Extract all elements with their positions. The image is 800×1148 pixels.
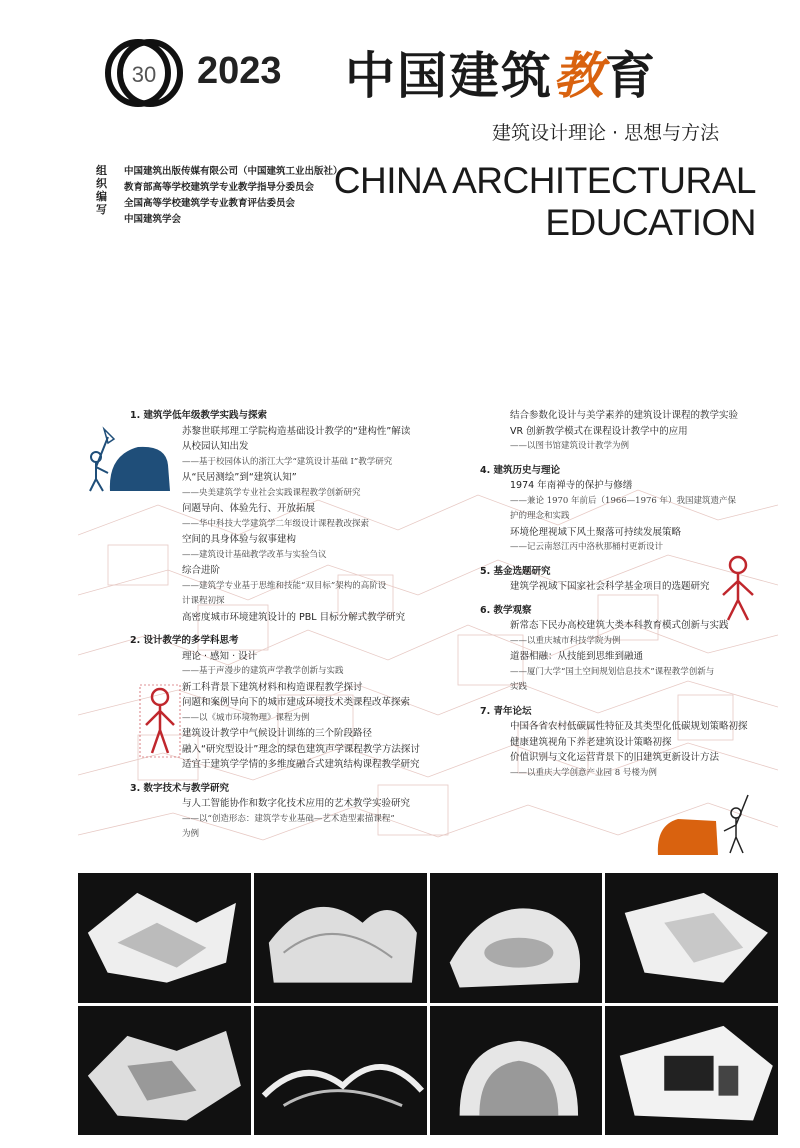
toc-article-title: 与人工智能协作和数字化技术应用的艺术教学实验研究 [182,798,411,809]
paper-model-photo [78,1006,251,1136]
toc-article-title: 综合进阶 [182,565,221,576]
toc-article-subtitle: ——华中科技大学建筑学二年级设计课程教改探索 [182,518,370,529]
toc-article-subtitle: 计课程初探 [182,596,225,606]
paper-model-image [254,873,427,1003]
journal-subtitle: 建筑设计理论 · 思想与方法 [492,122,720,144]
year: 2023 [197,50,282,92]
organization: 全国高等学校建筑学专业教育评估委员会 [124,198,296,209]
toc-article-subtitle: ——央美建筑学专业社会实践课程教学创新研究 [182,487,361,498]
paper-model-image [78,873,251,1003]
title-en-line1: CHINA ARCHITECTURAL [333,160,756,201]
organization: 教育部高等学校建筑学专业教学指导分委员会 [124,182,315,193]
toc-article-title: 融入“研究型设计”理念的绿色建筑声学课程教学方法探讨 [182,743,420,755]
toc-spacer [480,556,770,564]
paper-model-photo [605,1006,778,1136]
toc-section-heading: 7. 青年论坛 [480,705,532,717]
orange-figure-illustration [658,795,748,855]
toc-section-heading: 3. 数字技术与教学研究 [130,782,230,794]
toc-section-heading: 2. 设计教学的多学科思考 [130,635,239,646]
toc-article-subtitle: ——以《城市环境物理》课程为例 [182,712,310,723]
toc-section-heading: 6. 教学观察 [480,604,532,616]
toc-section-heading: 5. 基金选题研究 [480,565,551,577]
toc-article-title: 建筑设计教学中气候设计训练的三个阶段路径 [182,728,373,739]
org-label: 组织编写 [96,164,107,216]
journal-title-en [334,160,756,244]
paper-model-photo [430,1006,603,1136]
toc-article-subtitle: ——以重庆城市科技学院为例 [510,635,621,646]
toc-article-title: 道器相融：从技能到思维到融通 [510,651,644,662]
toc-article-subtitle: ——以“创造形态：建筑学专业基础—艺术造型素描课程” [182,813,395,824]
toc-article-title: 新工科背景下建筑材料和构造课程教学探讨 [182,681,363,693]
toc-article-subtitle: ——以重庆大学创意产业园 8 号楼为例 [510,767,657,778]
paper-model-photo [254,1006,427,1136]
toc-article-title: 空间的具身体验与叙事建构 [182,534,297,545]
title-en-line2: EDUCATION [545,202,756,243]
paper-model-photo [78,873,251,1003]
issue-number: 30 [131,62,157,87]
toc-article-subtitle: ——基于声漫步的建筑声学教学创新与实践 [182,666,344,676]
toc-article-title: VR 创新教学模式在课程设计教学中的应用 [510,425,688,437]
toc-article-title: 1974 年南禅寺的保护与修缮 [510,480,633,491]
toc-article-subtitle: ——基于校园体认的浙江大学“建筑设计基础 I”教学研究 [182,456,393,467]
toc-article-subtitle: ——建筑学专业基于思维和技能“双目标”架构的高阶设 [182,580,387,591]
toc-article-subtitle: 实践 [510,682,528,692]
toc-article-title: 适宜于建筑学学情的多维度融合式建筑结构课程教学研究 [182,759,420,770]
toc-section-heading: 1. 建筑学低年级教学实践与探索 [130,410,268,421]
title-prefix: 中国建筑 [345,47,553,105]
toc-section-heading: 4. 建筑历史与理论 [480,464,561,476]
title-highlight: 教 [553,46,605,105]
paper-model-image [430,873,603,1003]
toc-article-title: 高密度城市环境建筑设计的 PBL 目标分解式教学研究 [182,611,406,623]
toc-article-title: 问题导向、体验先行、开放拓展 [182,503,316,514]
paper-model-photo [430,873,603,1003]
paper-model-image [254,1006,427,1136]
toc-article-title: 健康建筑视角下养老建筑设计策略初探 [510,736,672,748]
paper-model-image [78,1006,251,1136]
paper-model-photo [605,873,778,1003]
paper-model-photo [254,873,427,1003]
toc-article-subtitle: ——厦门大学“国土空间规划信息技术”课程教学创新与 [510,666,715,677]
organization: 中国建筑学会 [124,214,182,225]
toc-article-title: 结合参数化设计与美学素养的建筑设计课程的教学实验 [510,410,739,421]
toc-article-subtitle: 护的理念和实践 [510,511,570,521]
toc-article-title: 建筑学视域下国家社会科学基金项目的选题研究 [510,581,710,592]
toc-spacer [480,595,770,603]
organization: 中国建筑出版传媒有限公司（中国建筑工业出版社） [124,166,343,177]
toc-article-subtitle: ——建筑设计基础教学改革与实验刍议 [182,549,327,560]
toc-article-title: 从“民居测绘”到“建筑认知” [182,472,297,483]
toc-article-subtitle: 为例 [182,829,200,839]
toc-article-title: 苏黎世联邦理工学院构造基础设计教学的“建构性”解读 [182,425,411,437]
paper-model-image [605,1006,778,1136]
toc-article-subtitle: ——兼论 1970 年前后（1966—1976 年）我国建筑遗产保 [510,495,737,506]
paper-model-photo-grid [78,873,778,1135]
paper-model-image [430,1006,603,1136]
toc-spacer [130,625,460,633]
toc-spacer [480,696,770,704]
toc-article-title: 中国各省农村低碳属性特征及其类型化低碳规划策略初探 [510,721,748,732]
toc-article-subtitle: ——记云南怒江丙中洛秋那桶村更新设计 [510,542,664,552]
toc-article-subtitle: ——以图书馆建筑设计教学为例 [510,441,630,451]
journal-title-cn [345,36,657,108]
toc-left-column [130,408,460,843]
toc-article-title: 新常态下民办高校建筑大类本科教育模式创新与实践 [510,620,729,631]
journal-logo [104,38,184,108]
toc-article-title: 理论 · 感知 · 设计 [182,650,258,662]
toc-right-column [480,408,770,781]
toc-article-title: 价值识别与文化运营背景下的旧建筑更新设计方法 [510,752,720,763]
toc-article-title: 环境伦理视域下风土聚落可持续发展策略 [510,526,682,538]
title-suffix: 育 [605,47,657,105]
toc-spacer [130,773,460,781]
toc-article-title: 问题和案例导向下的城市建成环境技术类课程改革探索 [182,697,411,708]
paper-model-image [605,873,778,1003]
toc-article-title: 从校园认知出发 [182,441,249,452]
organizations-list [124,164,343,228]
toc-spacer [480,455,770,463]
